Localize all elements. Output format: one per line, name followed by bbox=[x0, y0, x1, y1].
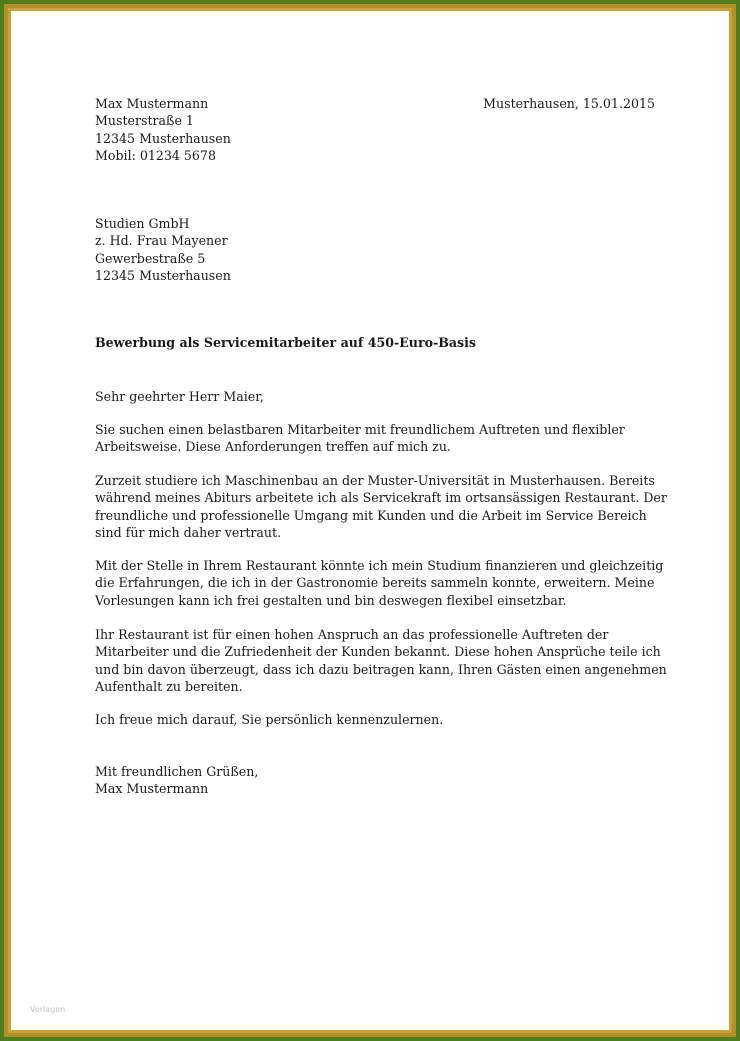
closing-greeting: Mit freundlichen Grüßen, bbox=[95, 764, 259, 779]
recipient-company: Studien GmbH bbox=[95, 216, 190, 231]
paragraph-line: sind für mich daher vertraut. bbox=[95, 524, 282, 540]
paragraph-line: Zurzeit studiere ich Maschinenbau an der Muster-Universität in Musterhausen. Bereits bbox=[95, 473, 655, 488]
closing-name: Max Mustermann bbox=[95, 781, 209, 797]
recipient-attention: z. Hd. Frau Mayener bbox=[95, 233, 228, 249]
paragraph-line: während meines Abiturs arbeitete ich als Servicekraft im ortsansässigen Restaurant. Der bbox=[95, 490, 667, 506]
paragraph-line: Sie suchen einen belastbaren Mitarbeiter mit freundlichem Auftreten und flexibler bbox=[95, 422, 625, 437]
sender-street: Musterstraße 1 bbox=[95, 113, 194, 129]
sender-city: 12345 Musterhausen bbox=[95, 130, 231, 146]
closing bbox=[95, 763, 258, 798]
paragraph-5 bbox=[95, 711, 443, 728]
paragraph-1 bbox=[95, 421, 625, 456]
paragraph-3 bbox=[95, 557, 663, 609]
sender-mobile: Mobil: 01234 5678 bbox=[95, 147, 216, 163]
paragraph-line: Aufenthalt zu bereiten. bbox=[95, 678, 243, 694]
paragraph-line: Mitarbeiter und die Zufriedenheit der Kunden bekannt. Diese hohen Ansprüche teile ich bbox=[95, 644, 661, 660]
paragraph-2 bbox=[95, 472, 667, 541]
place-date: Musterhausen, 15.01.2015 bbox=[483, 96, 655, 111]
sender-address bbox=[95, 95, 231, 164]
paragraph-line: die Erfahrungen, die ich in der Gastronomie bereits sammeln konnte, erweitern. Meine bbox=[95, 575, 655, 591]
letter-subject: Bewerbung als Servicemitarbeiter auf 450-Euro-Basis bbox=[95, 335, 476, 350]
recipient-address bbox=[95, 215, 231, 284]
recipient-city: 12345 Musterhausen bbox=[95, 267, 231, 283]
paragraph-line: Mit der Stelle in Ihrem Restaurant könnte ich mein Studium finanzieren und gleichzeitig bbox=[95, 558, 664, 573]
paragraph-line: Arbeitsweise. Diese Anforderungen treffen auf mich zu. bbox=[95, 439, 451, 455]
paragraph-line: Ich freue mich darauf, Sie persönlich kennenzulernen. bbox=[95, 712, 444, 727]
paragraph-line: Ihr Restaurant ist für einen hohen Anspruch an das professionelle Auftreten der bbox=[95, 627, 609, 642]
sender-name: Max Mustermann bbox=[95, 96, 209, 111]
paragraph-line: freundliche und professionelle Umgang mit Kunden und die Arbeit im Service Bereich bbox=[95, 507, 647, 523]
paragraph-line: Vorlesungen kann ich frei gestalten und bin deswegen flexibel einsetzbar. bbox=[95, 592, 567, 608]
paragraph-line: und bin davon überzeugt, dass ich dazu beitragen kann, Ihren Gästen einen angenehmen bbox=[95, 661, 667, 677]
salutation: Sehr geehrter Herr Maier, bbox=[95, 389, 264, 404]
watermark: Vorlagen bbox=[30, 1005, 66, 1014]
recipient-street: Gewerbestraße 5 bbox=[95, 250, 206, 266]
paragraph-4 bbox=[95, 626, 667, 695]
